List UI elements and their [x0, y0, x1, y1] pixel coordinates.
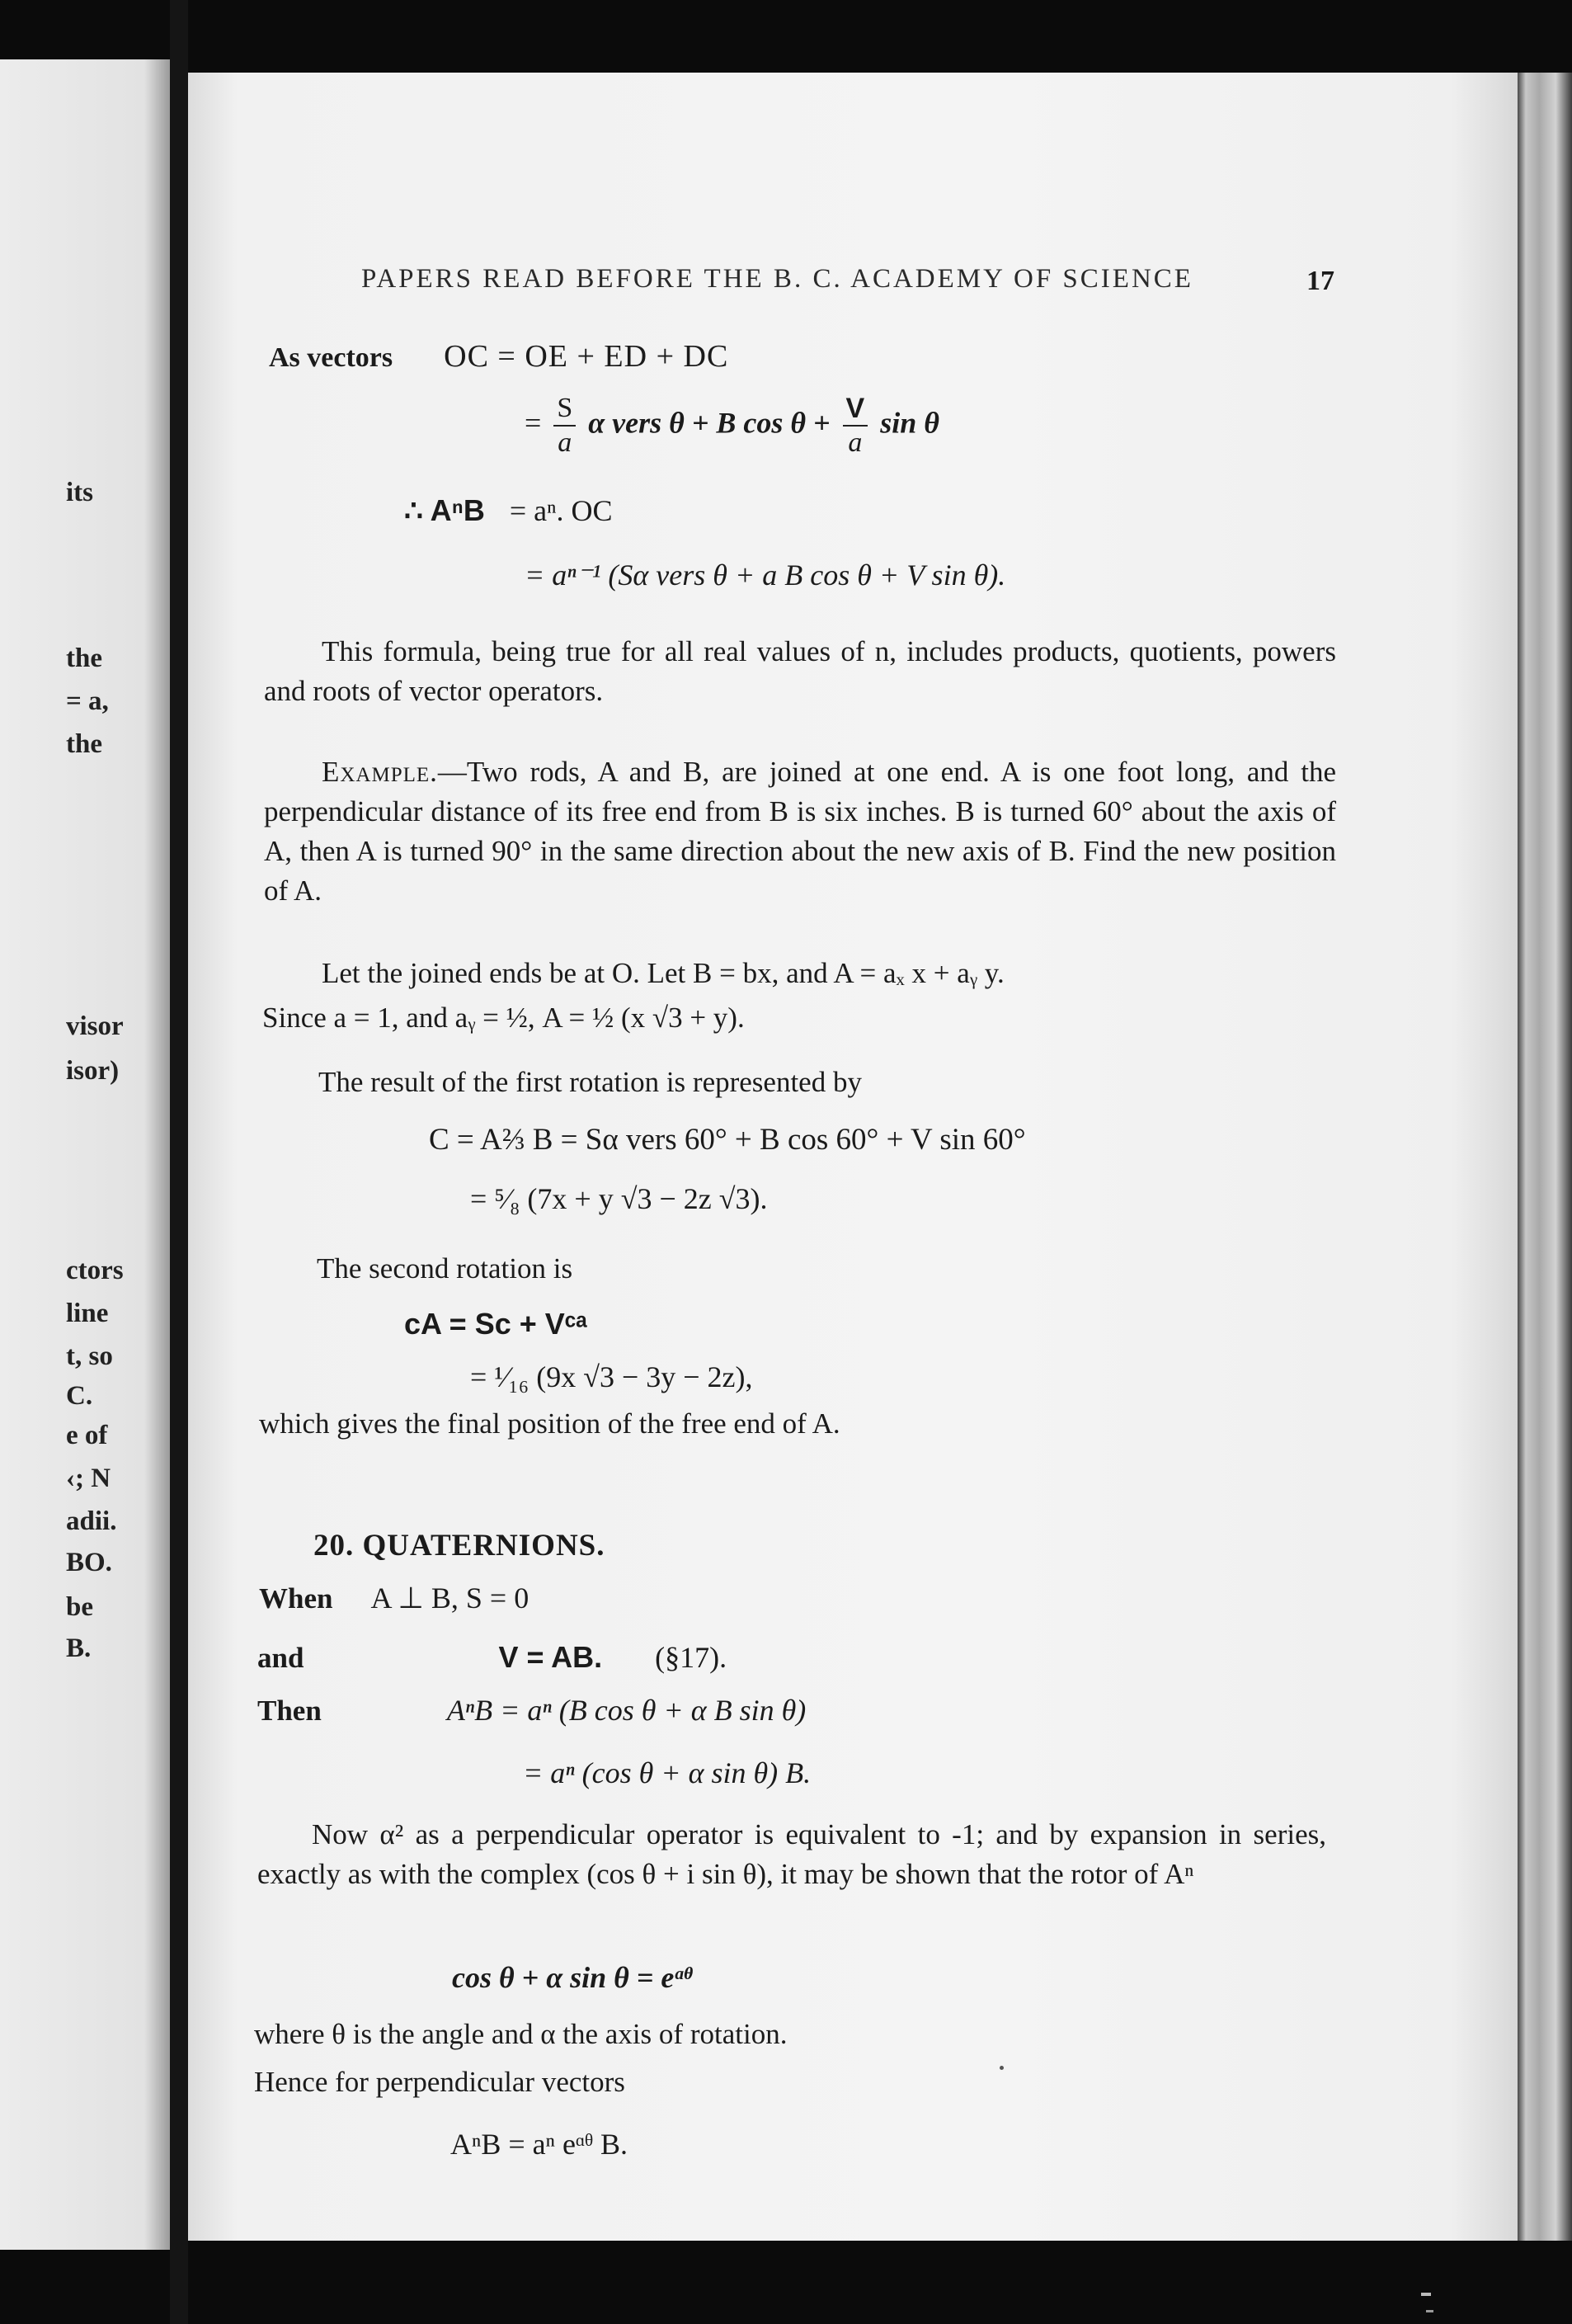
equation-7: cA = Sc + Vᶜᵃ [404, 1307, 588, 1341]
and-line [257, 1640, 727, 1675]
facing-page [0, 59, 170, 2250]
section-heading: 20. QUATERNIONS. [313, 1529, 605, 1563]
when-line [259, 1581, 529, 1615]
equation-6: = ⁵⁄₈ (7x + y √3 − 2z √3). [470, 1182, 768, 1215]
margin-fragment: C. [66, 1381, 93, 1411]
equation-lead: As vectors [269, 342, 393, 373]
line-expr: AⁿB = aⁿ (B cos θ + α B sin θ) [446, 1694, 807, 1727]
equation-term: sin θ [880, 406, 939, 440]
margin-fragment: adii. [66, 1506, 117, 1536]
line-expr: V = AB. [498, 1640, 603, 1674]
margin-fragment: visor [66, 1011, 124, 1041]
paragraph-line: Let the joined ends be at O. Let B = bx, and A = aₓ x + aᵧ y. [322, 957, 1005, 989]
equation-9: = aⁿ (cos θ + α sin θ) B. [523, 1756, 812, 1789]
margin-fragment: isor) [66, 1056, 120, 1086]
margin-fragment: e of [66, 1421, 108, 1450]
page-number: 17 [1306, 266, 1334, 296]
equation-10: cos θ + α sin θ = eᵅᶿ [452, 1961, 692, 1994]
equation-5: C = A⅔ B = Sα vers 60° + B cos 60° + V sin 60° [429, 1123, 1026, 1157]
margin-fragment: the [66, 643, 102, 673]
equation-rhs: = aⁿ⁻¹ (Sα vers θ + a B cos θ + V sin θ). [525, 559, 1006, 592]
equals-sign: = [525, 406, 542, 440]
paragraph-line: Hence for perpendicular vectors [254, 2066, 625, 2098]
paragraph: This formula, being true for all real values of n, includes products, quotients, powers and roots of vector operators. [264, 635, 1336, 707]
paragraph-line: The second rotation is [317, 1252, 573, 1285]
line-expr: A ⊥ B, S = 0 [370, 1582, 529, 1615]
paragraph: Now α² as a perpendicular operator is equivalent to -1; and by expansion in series, exactly as with the complex (cos θ + i sin θ), it may be shown that the rotor of Aⁿ [257, 1818, 1326, 1890]
margin-fragment: ‹; N [66, 1464, 111, 1493]
margin-fragment: the [66, 729, 102, 759]
margin-fragment: line [66, 1299, 109, 1328]
line-lead: Then [257, 1695, 322, 1727]
paragraph-line: which gives the final position of the free end of A. [259, 1407, 840, 1440]
equation-rhs: = aⁿ. OC [509, 494, 613, 527]
equation-1 [269, 338, 728, 375]
example-paragraph [264, 752, 1336, 911]
paragraph-line: The result of the first rotation is represented by [318, 1066, 862, 1098]
speck [1426, 2310, 1433, 2312]
margin-fragment: = a, [66, 686, 109, 716]
margin-fragment: B. [66, 1633, 92, 1663]
running-head: PAPERS READ BEFORE THE B. C. ACADEMY OF SCIENCE [361, 264, 1193, 294]
margin-fragment: BO. [66, 1548, 112, 1577]
equation-term: α vers θ + B cos θ + [588, 406, 831, 440]
line-lead: and [257, 1642, 304, 1674]
margin-fragment: t, so [66, 1341, 113, 1371]
page-edge [1518, 73, 1572, 2241]
equation-expr: OC = OE + ED + DC [444, 339, 729, 374]
example-text: —Two rods, A and B, are joined at one end. A is one foot long, and the perpendicular distance of its free end from B is six inches. B is turned 60° about the axis of A, then A is turned 90° in the same direction about the new axis of B. Find the new position of A. [264, 756, 1336, 907]
equation-2 [525, 394, 939, 457]
margin-fragment: its [66, 478, 93, 507]
paragraph-line: where θ is the angle and α the axis of rotation. [254, 2018, 788, 2050]
speck [1421, 2293, 1431, 2296]
margin-fragment: be [66, 1592, 93, 1622]
fraction: $\frac{S}{a}$ [553, 394, 576, 457]
margin-fragment: ctors [66, 1256, 124, 1285]
equation-3 [404, 493, 612, 528]
then-line [257, 1693, 806, 1728]
section-reference: (§17). [655, 1641, 727, 1674]
speck [1000, 2066, 1004, 2070]
equation-11: AⁿB = aⁿ eᵅᶿ B. [450, 2128, 628, 2161]
book-gutter [170, 0, 188, 2324]
line-lead: When [259, 1582, 333, 1615]
paragraph-line: Since a = 1, and aᵧ = ½, A = ½ (x √3 + y). [262, 1002, 745, 1034]
fraction: $\frac{V}{a}$ [843, 394, 868, 457]
equation-4 [525, 558, 1005, 592]
equation-8: = ¹⁄₁₆ (9x √3 − 3y − 2z), [470, 1360, 753, 1393]
example-label: Example. [322, 756, 438, 788]
equation-lhs: ∴ AⁿB [404, 493, 485, 527]
